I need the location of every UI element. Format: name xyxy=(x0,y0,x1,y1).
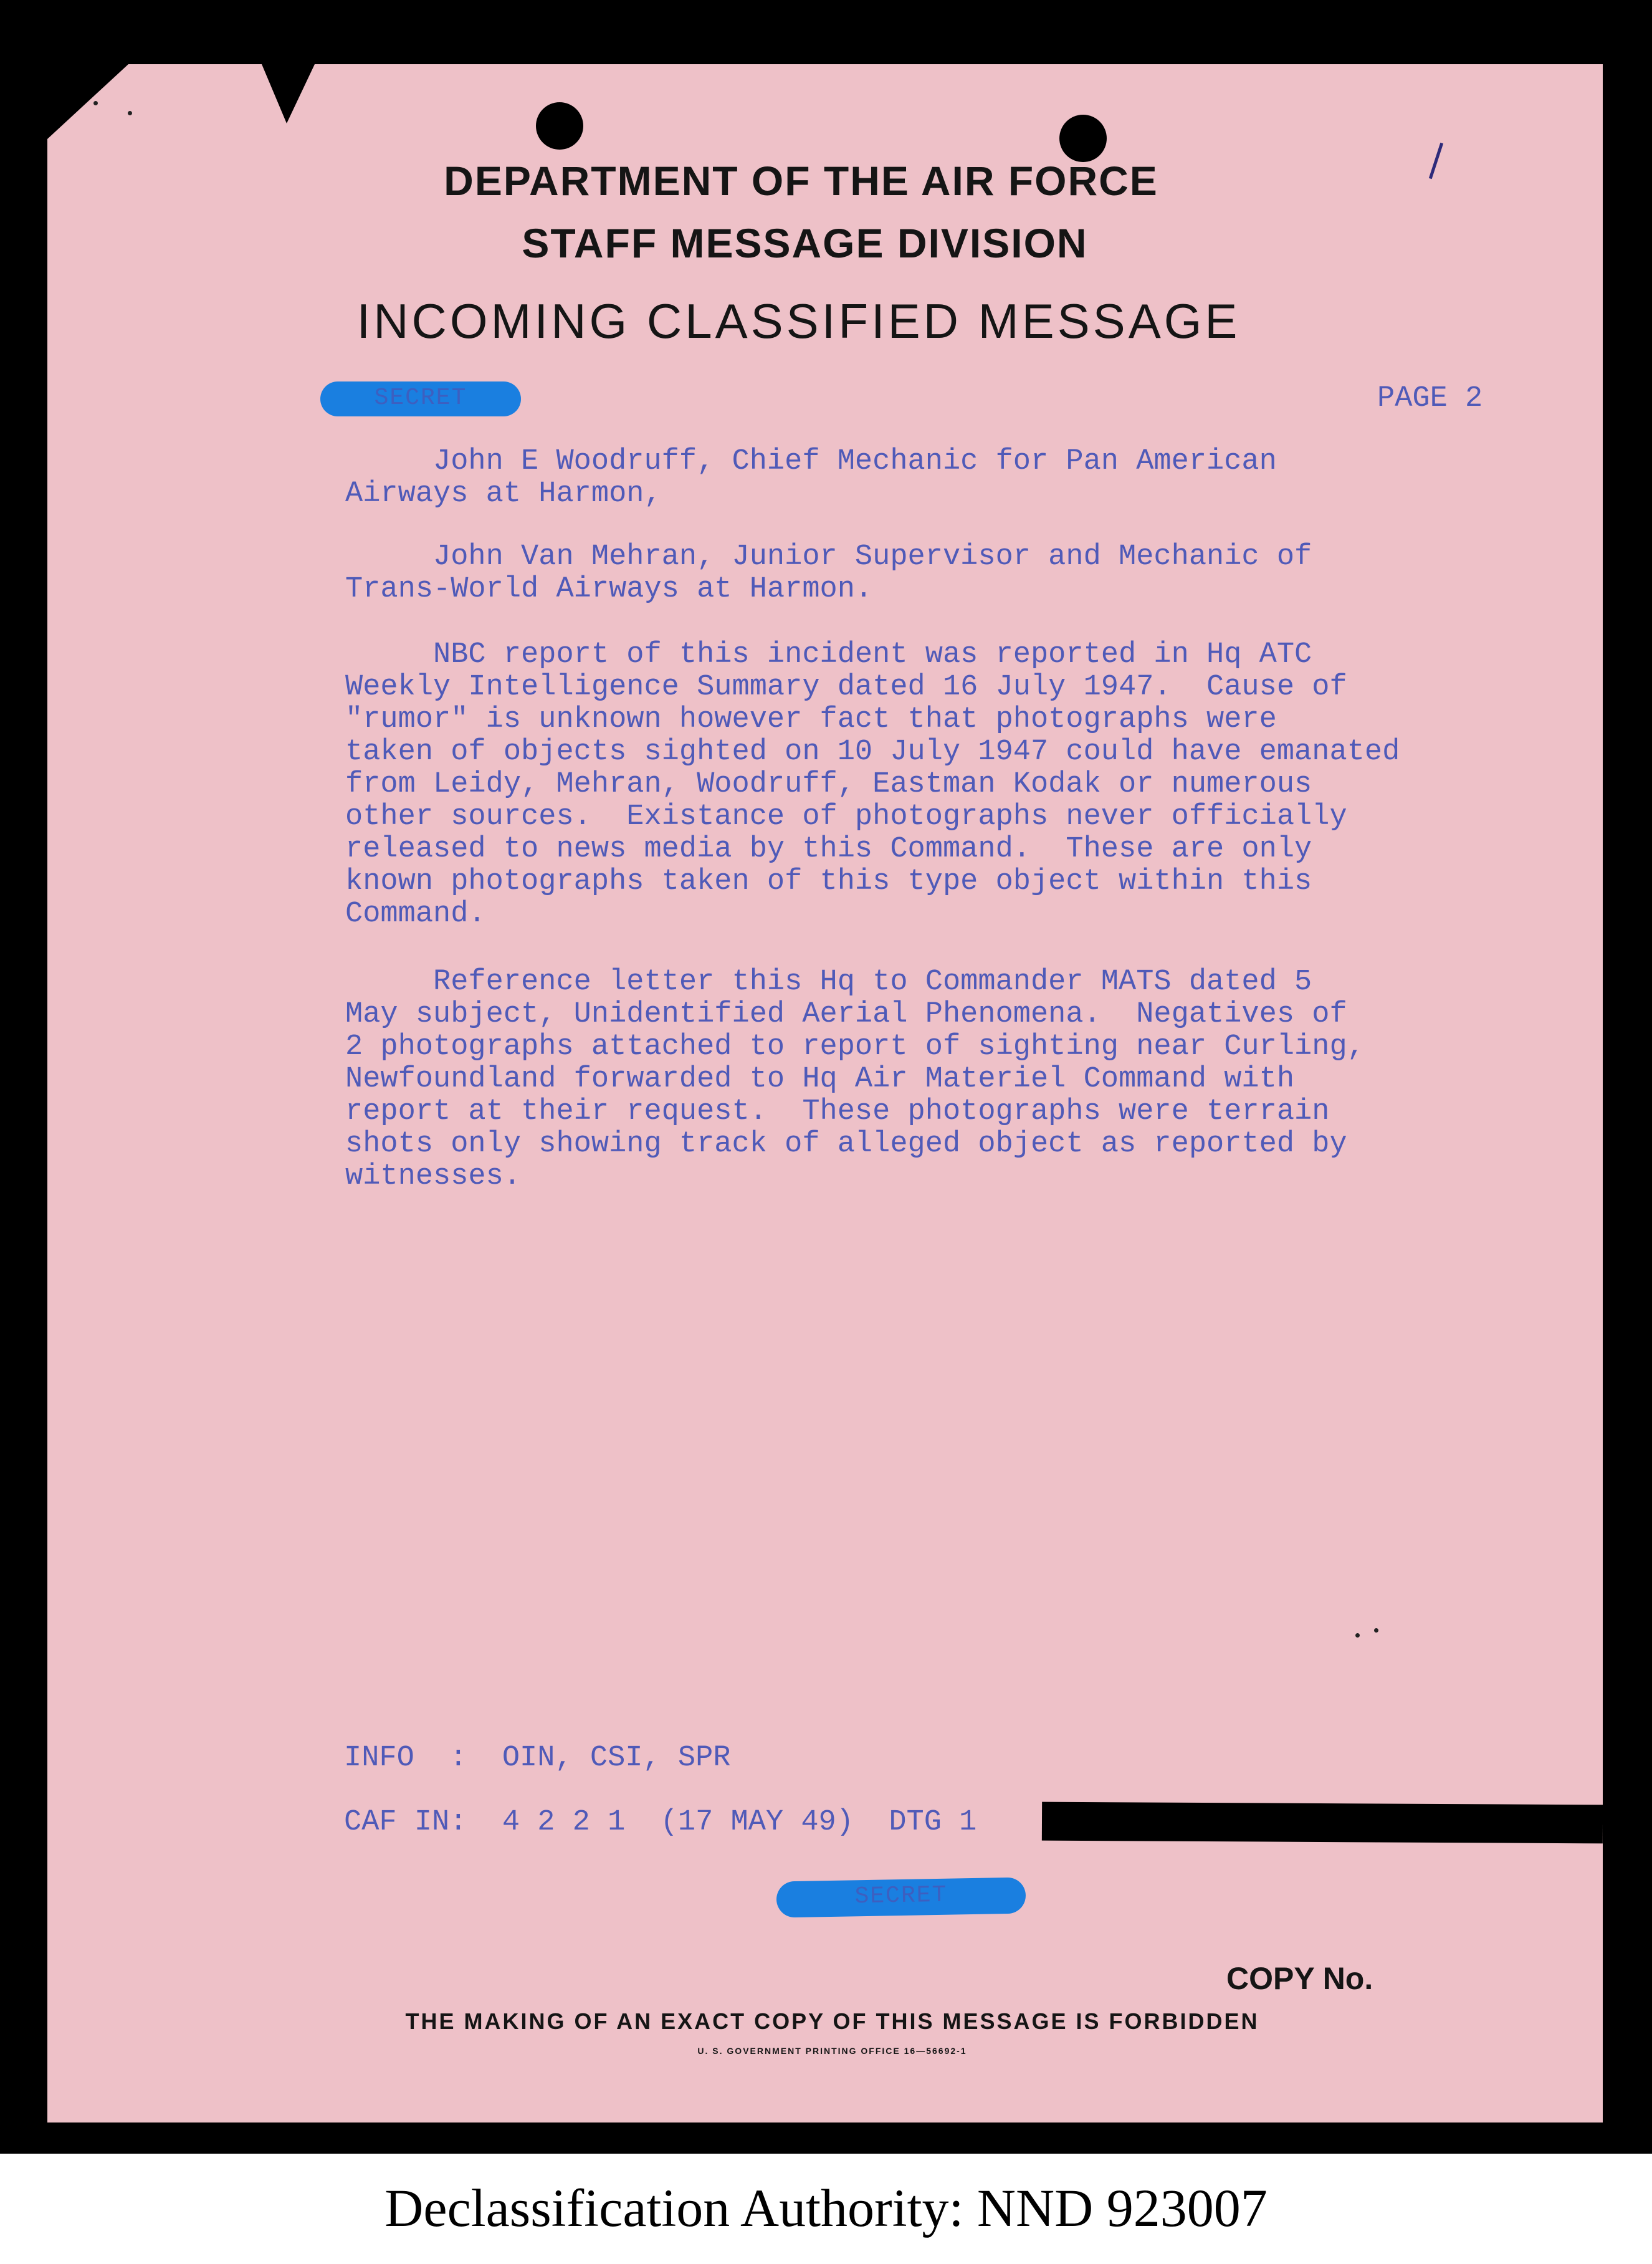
redaction-bar xyxy=(1042,1802,1603,1844)
department-heading: DEPARTMENT OF THE AIR FORCE xyxy=(444,158,1158,204)
caf-in-line: CAF IN: 4 2 2 1 (17 MAY 49) DTG 1 xyxy=(344,1806,977,1839)
paragraph-reference-letter: Reference letter this Hq to Commander MATS dated 5 May subject, Unidentified Aerial Phenomena. Negatives of 2 photographs attached to report of sighting near Curling, Newfoundland forwarded to Hq Air Materiel Command with report at their request. These photographs were terrain shots only showing track of alleged object as reported by witnesses. xyxy=(345,966,1365,1193)
page-number: PAGE 2 xyxy=(1377,382,1483,415)
copy-forbidden-notice: THE MAKING OF AN EXACT COPY OF THIS MESSAGE IS FORBIDDEN xyxy=(405,2008,1259,2034)
punch-hole-left xyxy=(536,102,583,150)
speck xyxy=(1374,1628,1378,1633)
classification-stamp-top: SECRET xyxy=(320,381,521,416)
declassification-caption: Declassification Authority: NND 923007 xyxy=(384,2178,1268,2238)
printing-office-line: U. S. GOVERNMENT PRINTING OFFICE 16—56692-1 xyxy=(697,2046,967,2056)
paragraph-nbc-report: NBC report of this incident was reported in Hq ATC Weekly Intelligence Summary dated 16 July 1947. Cause of "rumor" is unknown however fact that photographs were taken of objects sighted on 10 July 1947 could have emanated from Leidy, Mehran, Woodruff, Eastman Kodak or numerous other sources. Existance of photographs never officially released to news media by this Command. These are only known photographs taken of this type object within this Command. xyxy=(345,638,1400,931)
punch-hole-right xyxy=(1059,115,1107,162)
speck xyxy=(93,101,98,105)
info-line: INFO : OIN, CSI, SPR xyxy=(344,1742,731,1775)
torn-notch xyxy=(262,64,315,123)
speck xyxy=(128,111,132,115)
paragraph-van-mehran: John Van Mehran, Junior Supervisor and Mechanic of Trans-World Airways at Harmon. xyxy=(345,540,1312,606)
message-title: INCOMING CLASSIFIED MESSAGE xyxy=(356,294,1241,348)
torn-corner xyxy=(47,64,128,139)
copy-number-label: COPY No. xyxy=(1226,1961,1373,1996)
paragraph-woodruff: John E Woodruff, Chief Mechanic for Pan American Airways at Harmon, xyxy=(345,445,1277,511)
division-heading: STAFF MESSAGE DIVISION xyxy=(522,220,1088,266)
classification-stamp-bottom: SECRET xyxy=(776,1878,1026,1918)
speck xyxy=(1355,1633,1360,1638)
